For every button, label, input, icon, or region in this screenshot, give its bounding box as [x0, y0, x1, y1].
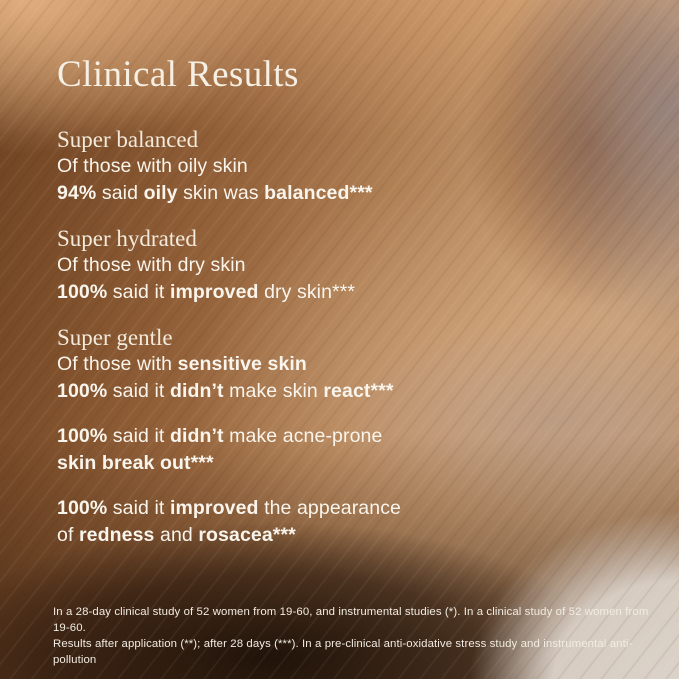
- section-heading: Super gentle: [57, 325, 173, 350]
- footnote-line-2: Results after application (**); after 28 days (***). In a pre-clinical anti-oxidative stress study and instrumental anti-pollution: [53, 638, 633, 666]
- page-title: Clinical Results: [57, 54, 299, 95]
- result-section: [57, 423, 653, 477]
- result-section: [57, 324, 653, 405]
- result-line: skin break out***: [57, 452, 214, 474]
- result-line: Of those with sensitive skin: [57, 353, 307, 375]
- footnote: [53, 604, 665, 668]
- result-line: 100% said it didn’t make acne-prone: [57, 425, 383, 447]
- result-line: 100% said it improved the appearance: [57, 497, 401, 519]
- section-heading: Super balanced: [57, 127, 199, 152]
- results-list: [57, 126, 653, 549]
- section-heading: Super hydrated: [57, 226, 197, 251]
- result-line: 94% said oily skin was balanced***: [57, 182, 373, 204]
- content-column: [57, 0, 653, 567]
- result-section: [57, 225, 653, 306]
- result-line: Of those with dry skin: [57, 254, 246, 276]
- footnote-line-1: In a 28-day clinical study of 52 women from 19-60, and instrumental studies (*). In a clinical study of 52 women from 19-60.: [53, 606, 649, 634]
- result-section: [57, 495, 653, 549]
- result-line: of redness and rosacea***: [57, 524, 296, 546]
- result-line: Of those with oily skin: [57, 155, 248, 177]
- result-line: 100% said it improved dry skin***: [57, 281, 356, 303]
- result-line: 100% said it didn’t make skin react***: [57, 380, 394, 402]
- result-section: [57, 126, 653, 207]
